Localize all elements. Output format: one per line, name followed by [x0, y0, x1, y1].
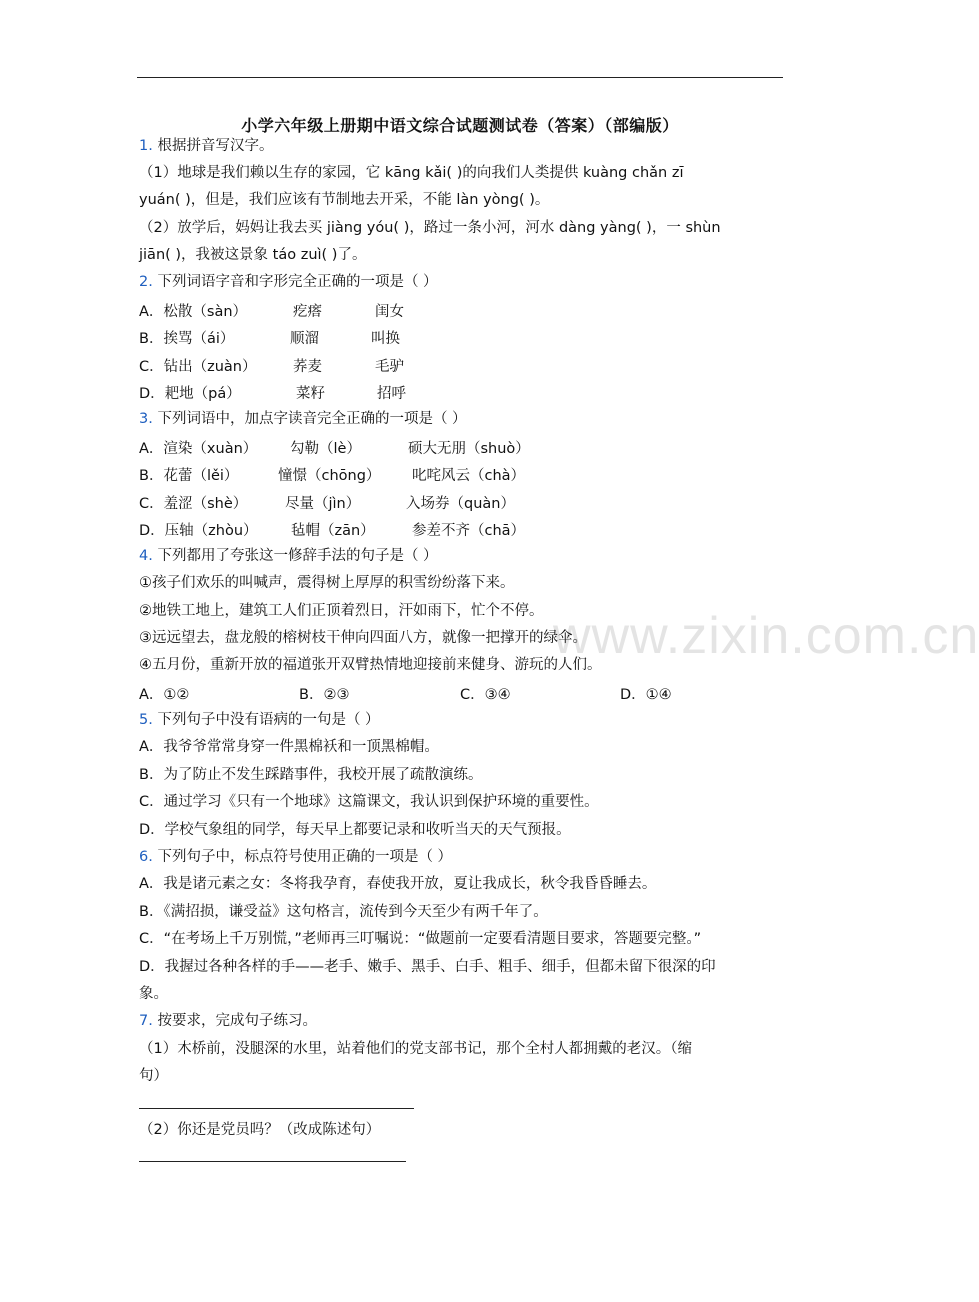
question-number: 3.: [139, 411, 153, 427]
question-stem: 下列都用了夸张这一修辞手法的句子是（ ）: [157, 548, 438, 564]
answer-line-1[interactable]: [139, 1108, 414, 1109]
q7-part-1-line-2: 句）: [139, 1068, 168, 1084]
question-number: 2.: [139, 274, 153, 290]
q1-line-1: （1）地球是我们赖以生存的家园，它 kāng kǎi( )的向我们人类提供 kuàng chǎn zī: [139, 165, 684, 181]
question-2: [139, 272, 438, 292]
question-4: [139, 546, 438, 566]
q7-part-1-line-1: （1）木桥前，没腿深的水里，站着他们的党支部书记，那个全村人都拥戴的老汉。（缩: [139, 1041, 692, 1057]
q3-option-d: D．压轴（zhòu）: [139, 523, 258, 539]
q3-option-d-word-3: 参差不齐（chā）: [412, 523, 526, 539]
q6-option-d-line-2: 象。: [139, 986, 168, 1002]
q6-option-d-line-1: D．我握过各种各样的手——老手、嫩手、黑手、白手、粗手、细手，但都未留下很深的印: [139, 959, 716, 975]
q2-option-c-word-3: 毛驴: [375, 359, 404, 375]
question-number: 6.: [139, 849, 153, 865]
q2-option-b-word-3: 叫换: [371, 331, 400, 347]
question-stem: 根据拼音写汉字。: [157, 138, 274, 154]
question-7: [139, 1011, 317, 1031]
q4-option-c: C．③④: [460, 687, 511, 703]
question-3: [139, 409, 467, 429]
q5-option-b: B．为了防止不发生踩踏事件，我校开展了疏散演练。: [139, 767, 483, 783]
question-stem: 下列词语中，加点字读音完全正确的一项是（ ）: [157, 411, 467, 427]
q2-option-d: D．耙地（pá）: [139, 386, 241, 402]
q4-option-a: A．①②: [139, 687, 190, 703]
question-stem: 下列句子中没有语病的一句是（ ）: [157, 712, 380, 728]
q2-option-c-word-2: 荞麦: [293, 359, 322, 375]
q4-sentence-4: ④五月份，重新开放的福道张开双臂热情地迎接前来健身、游玩的人们。: [139, 657, 602, 673]
q5-option-c: C．通过学习《只有一个地球》这篇课文，我认识到保护环境的重要性。: [139, 794, 599, 810]
answer-line-2[interactable]: [139, 1161, 406, 1162]
q6-option-a: A．我是诸元素之女：冬将我孕育，春使我开放，夏让我成长，秋令我昏昏睡去。: [139, 876, 657, 892]
q3-option-b-word-2: 憧憬（chōng）: [278, 468, 381, 484]
q4-option-d: D．①④: [620, 687, 672, 703]
q6-option-b: B．《满招损，谦受益》这句格言，流传到今天至少有两千年了。: [139, 904, 548, 920]
q3-option-c-word-3: 入场券（quàn）: [406, 496, 515, 512]
q4-sentence-2: ②地铁工地上，建筑工人们正顶着烈日，汗如雨下，忙个不停。: [139, 603, 544, 619]
question-number: 7.: [139, 1013, 153, 1029]
q4-sentence-3: ③远远望去，盘龙般的榕树枝干伸向四面八方，就像一把撑开的绿伞。: [139, 630, 587, 646]
page-title: 小学六年级上册期中语文综合试题测试卷（答案）（部编版）: [241, 116, 679, 135]
q2-option-b-word-2: 顺溜: [290, 331, 319, 347]
q5-option-a: A．我爷爷常常身穿一件黑棉袄和一顶黑棉帽。: [139, 739, 439, 755]
question-5: [139, 710, 380, 730]
q2-option-a-word-2: 疙瘩: [293, 304, 322, 320]
question-stem: 下列句子中，标点符号使用正确的一项是（ ）: [157, 849, 453, 865]
q4-option-b: B．②③: [299, 687, 350, 703]
header-rule: [137, 77, 783, 78]
question-stem: 下列词语字音和字形完全正确的一项是（ ）: [157, 274, 438, 290]
q3-option-b: B．花蕾（lěi）: [139, 468, 239, 484]
q2-option-d-word-2: 菜籽: [296, 386, 325, 402]
q3-option-a-word-2: 勾勒（lè）: [290, 441, 361, 457]
q2-option-a: A．松散（sàn）: [139, 304, 248, 320]
q4-sentence-1: ①孩子们欢乐的叫喊声，震得树上厚厚的积雪纷纷落下来。: [139, 575, 515, 591]
question-number: 1.: [139, 138, 153, 154]
question-6: [139, 847, 452, 867]
q6-option-c: C．“在考场上千万别慌，”老师再三叮嘱说：“做题前一定要看清题目要求，答题要完整。”: [139, 931, 702, 947]
q3-option-d-word-2: 毡帽（zān）: [291, 523, 375, 539]
q7-part-2: （2）你还是党员吗？（改成陈述句）: [139, 1122, 381, 1138]
q3-option-b-word-3: 叱咤风云（chà）: [412, 468, 526, 484]
question-1: [139, 136, 273, 156]
q3-option-c: C．羞涩（shè）: [139, 496, 248, 512]
q5-option-d: D．学校气象组的同学，每天早上都要记录和收听当天的天气预报。: [139, 822, 571, 838]
q2-option-d-word-3: 招呼: [377, 386, 406, 402]
q2-option-a-word-3: 闺女: [375, 304, 404, 320]
question-number: 5.: [139, 712, 153, 728]
q2-option-b: B．挨骂（ái）: [139, 331, 235, 347]
watermark: www.zixin.com.cn: [553, 607, 979, 665]
q1-line-3: （2）放学后，妈妈让我去买 jiàng yóu( )，路过一条小河，河水 dàng yàng( )，一 shùn: [139, 220, 721, 236]
q2-option-c: C．钻出（zuàn）: [139, 359, 257, 375]
q3-option-c-word-2: 尽量（jìn）: [285, 496, 361, 512]
q1-line-2: yuán( )，但是，我们应该有节制地去开采，不能 làn yòng( )。: [139, 192, 550, 208]
question-number: 4.: [139, 548, 153, 564]
question-stem: 按要求，完成句子练习。: [157, 1013, 317, 1029]
q3-option-a-word-3: 硕大无朋（shuò）: [408, 441, 530, 457]
q3-option-a: A．渲染（xuàn）: [139, 441, 258, 457]
q1-line-4: jiān( )，我被这景象 táo zuì( )了。: [139, 247, 367, 263]
